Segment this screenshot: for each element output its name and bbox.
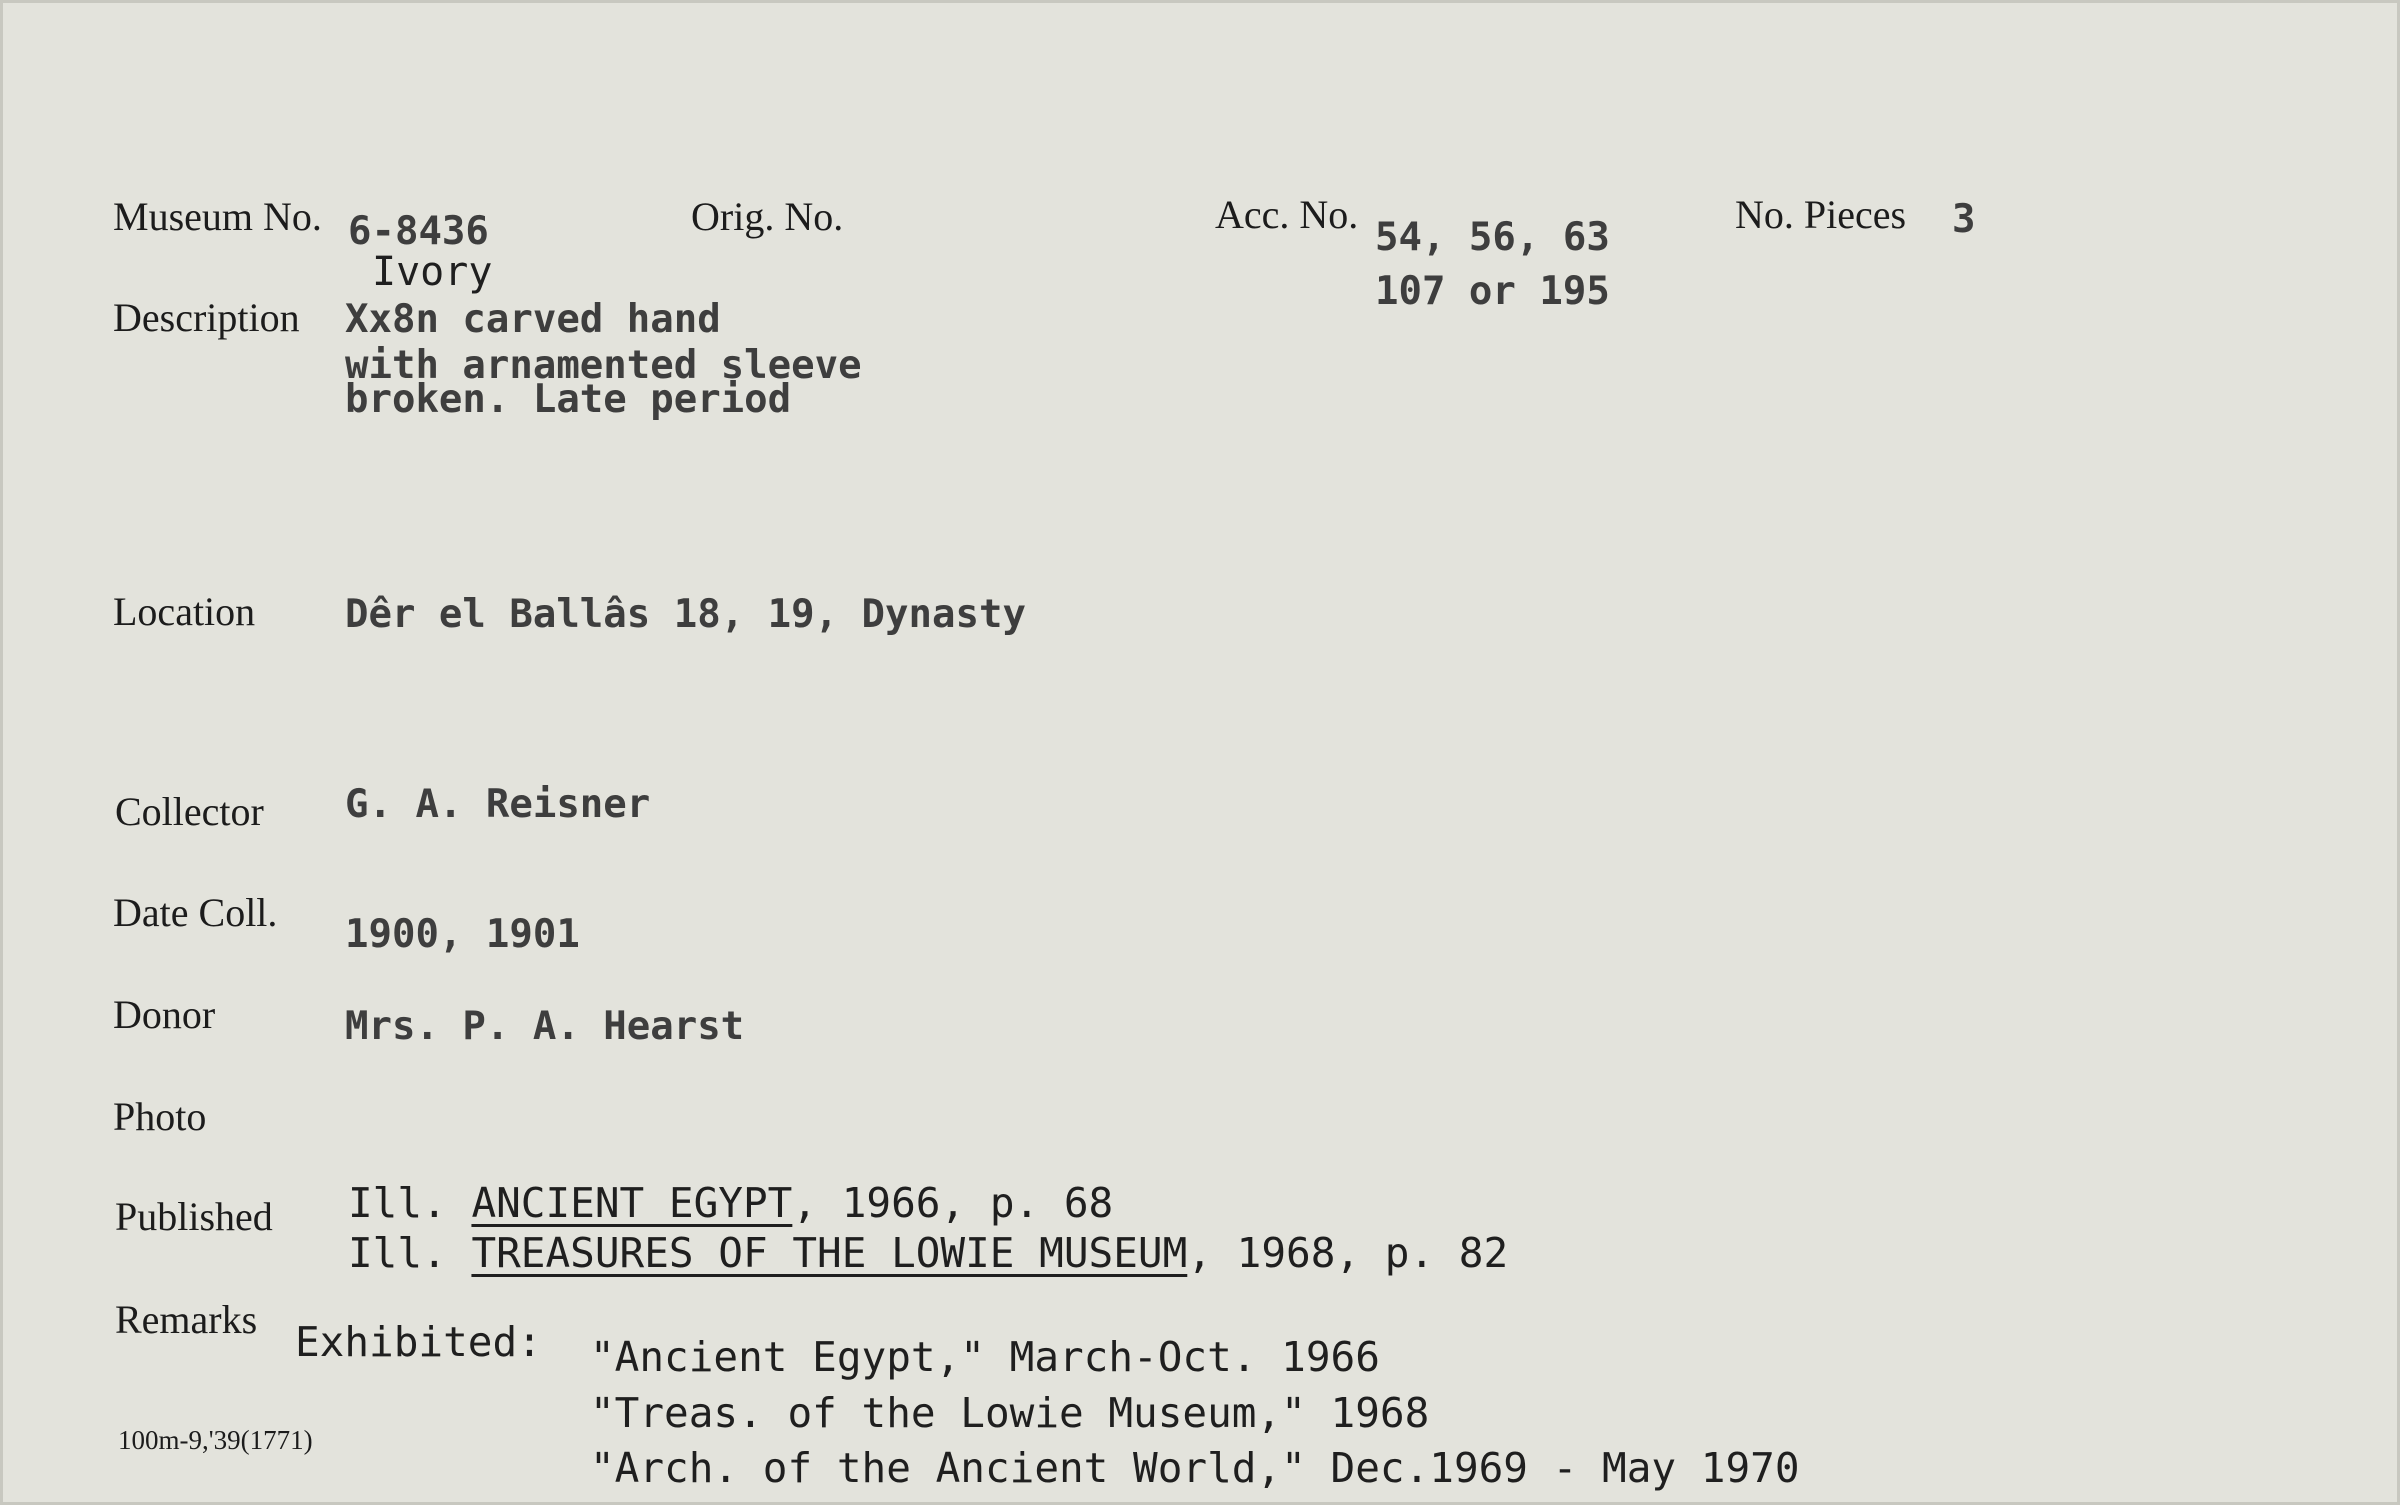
label-no-pieces: No. Pieces: [1735, 192, 1907, 237]
remarks-line-2: "Treas. of the Lowie Museum," 1968: [590, 1389, 1430, 1437]
label-collector: Collector: [115, 789, 264, 834]
remarks-line-3: "Arch. of the Ancient World," Dec.1969 - May 1970: [590, 1444, 1800, 1492]
label-remarks: Remarks: [115, 1297, 258, 1342]
label-location: Location: [113, 589, 256, 634]
label-description: Description: [113, 295, 300, 340]
label-museum-no: Museum No.: [113, 194, 322, 239]
label-acc-no: Acc. No.: [1215, 192, 1359, 237]
collector-value: G. A. Reisner: [345, 782, 651, 827]
label-published: Published: [115, 1194, 273, 1239]
label-date-coll: Date Coll.: [113, 890, 278, 935]
no-pieces-value: 3: [1952, 197, 1976, 242]
remarks-exhibited-label: Exhibited:: [295, 1318, 542, 1366]
museum-no-value: 6-8436: [348, 209, 489, 254]
published-details: , 1966, p. 68: [792, 1179, 1114, 1227]
remarks-line-1: "Ancient Egypt," March-Oct. 1966: [590, 1333, 1380, 1381]
form-number: 100m-9,'39(1771): [118, 1425, 313, 1455]
location-value: Dêr el Ballâs 18, 19, Dynasty: [345, 592, 1026, 637]
label-orig-no: Orig. No.: [691, 194, 844, 239]
date-coll-value: 1900, 1901: [345, 912, 580, 957]
label-donor: Donor: [113, 992, 216, 1037]
published-title: ANCIENT EGYPT: [471, 1179, 793, 1227]
published-title: TREASURES OF THE LOWIE MUSEUM: [471, 1229, 1188, 1277]
published-prefix: Ill.: [348, 1229, 447, 1277]
donor-value: Mrs. P. A. Hearst: [345, 1004, 745, 1049]
published-details: , 1968, p. 82: [1187, 1229, 1509, 1277]
description-line-2: with arnamented sleeve: [345, 343, 862, 388]
description-material: Ivory: [372, 249, 493, 295]
acc-no-line-2: 107 or 195: [1375, 269, 1610, 314]
acc-no-line-1: 54, 56, 63: [1375, 215, 1610, 260]
published-entry-2: [348, 1229, 1509, 1277]
label-photo: Photo: [113, 1094, 207, 1139]
description-line-3: broken. Late period: [345, 377, 792, 422]
published-prefix: Ill.: [348, 1179, 447, 1227]
published-entry-1: [348, 1179, 1114, 1227]
description-line-1: Xx8n carved hand: [345, 297, 721, 342]
